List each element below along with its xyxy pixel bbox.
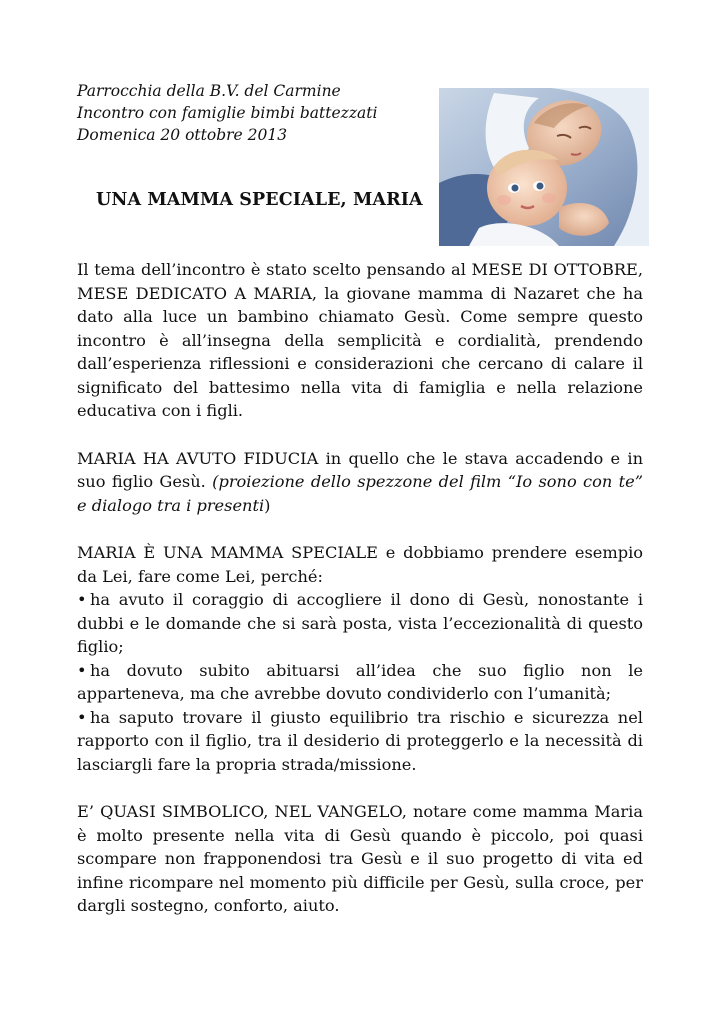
list-item-text: ha saputo trovare il giusto equilibrio tra rischio e sicurezza nel rapporto con il figlio, tra il desiderio di proteggerlo e la necessità di lasciargli fare la propria strada/missione. (77, 707, 643, 774)
film-note: (proiezione dello spezzone del film “Io sono con te” e dialogo tra i presenti (77, 472, 643, 515)
madonna-and-child-painting-icon (439, 88, 649, 246)
faith-text: MARIA HA AVUTO FIDUCIA in quello che le stava accadendo e in suo figlio Gesù. (77, 448, 643, 491)
bullet-icon: • (77, 660, 87, 680)
special-mother-paragraph (77, 541, 643, 776)
bullet-icon: • (77, 590, 87, 609)
intro-paragraph: Il tema dell’incontro è stato scelto pensando al MESE DI OTTOBRE, MESE DEDICATO A MARIA, la giovane mamma di Nazaret che ha dato alla luce un bambino chiamato Gesù. Come sempre questo incontro è all’insegna della semplicità e cordialità, prendendo dall’esperienza riflessioni e considerazioni che cercano di calare il significato del battesimo nella vita di famiglia e nella relazione educativa con i figli. (77, 260, 643, 420)
document-title: UNA MAMMA SPECIALE, MARIA (96, 190, 423, 210)
list-item (77, 588, 643, 659)
bullet-icon: • (77, 707, 87, 727)
list-item (77, 659, 643, 706)
document-body (77, 258, 643, 942)
faith-paragraph (77, 447, 643, 518)
list-item-text: ha avuto il coraggio di accogliere il dono di Gesù, nonostante i dubbi e le domande che si sarà posta, vista l’eccezionalità di questo figlio; (77, 590, 643, 656)
film-note-close: ) (264, 495, 271, 515)
list-item-text: ha dovuto subito abituarsi all’idea che suo figlio non le apparteneva, ma che avrebbe dovuto condividerlo con l’umanità; (77, 660, 643, 703)
list-item (77, 706, 643, 777)
special-mother-intro: MARIA È UNA MAMMA SPECIALE e dobbiamo prendere esempio da Lei, fare come Lei, perché: (77, 543, 643, 586)
event-date: Domenica 20 ottobre 2013 (77, 126, 288, 144)
event-subtitle: Incontro con famiglie bimbi battezzati (77, 104, 378, 122)
gospel-paragraph: E’ QUASI SIMBOLICO, NEL VANGELO, notare come mamma Maria è molto presente nella vita di Gesù quando è piccolo, poi quasi scompare non frapponendosi tra Gesù e il suo progetto di vita ed infine ricompare nel momento più difficile per Gesù, sulla croce, per dargli sostegno, conforto, aiuto. (77, 802, 643, 915)
parish-name: Parrocchia della B.V. del Carmine (77, 82, 341, 100)
header-block (77, 80, 417, 146)
